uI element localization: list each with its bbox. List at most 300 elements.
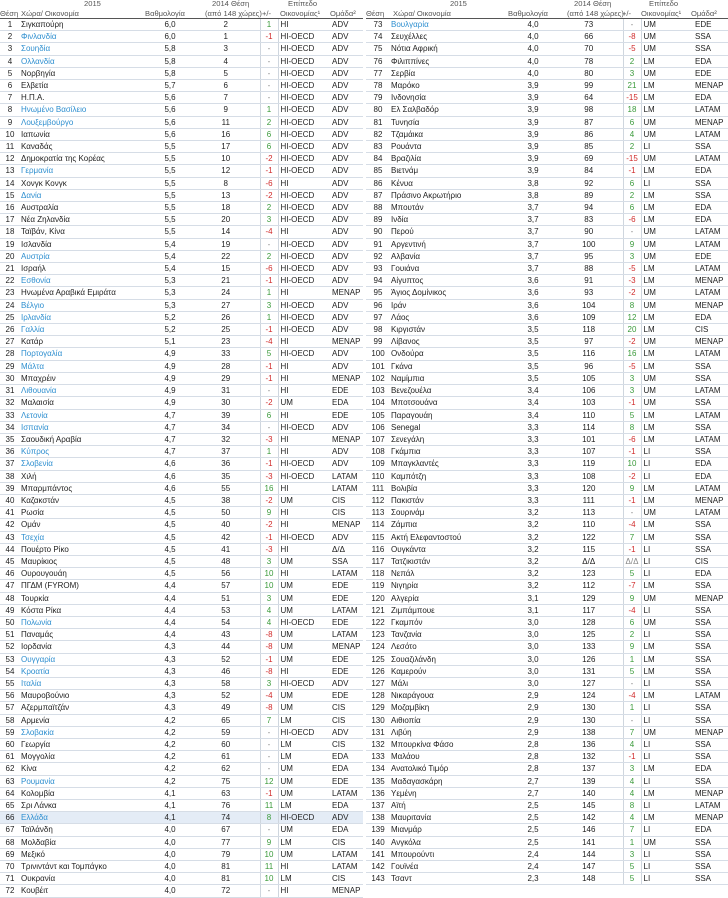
score-cell: 2,7 (511, 775, 555, 787)
prev-rank-cell: 98 (555, 104, 623, 116)
score-cell: 2,8 (511, 751, 555, 763)
table-row (0, 189, 363, 201)
score-cell: 5,8 (148, 55, 192, 67)
score-cell: 3,5 (511, 324, 555, 336)
country-cell: Μαλαισία (20, 397, 148, 409)
group-cell: LATAM (693, 800, 728, 812)
table-row (366, 531, 728, 543)
change-cell: 2 (260, 202, 278, 214)
level-cell: HI (278, 543, 330, 555)
rank-cell: 58 (0, 714, 20, 726)
level-cell: LM (641, 787, 693, 799)
rank-cell: 54 (0, 665, 20, 677)
level-cell: UM (641, 397, 693, 409)
prev-rank-cell: 16 (192, 128, 260, 140)
rank-cell: 112 (366, 494, 390, 506)
table-row (0, 238, 363, 250)
score-cell: 3,5 (511, 336, 555, 348)
group-cell: SSA (693, 543, 728, 555)
group-cell: ADV (330, 153, 363, 165)
score-cell: 4,2 (148, 775, 192, 787)
group-cell: ADV (330, 80, 363, 92)
rank-header: Θέση (366, 9, 385, 18)
prev-rank-cell: 20 (192, 214, 260, 226)
prev-rank-cell: 103 (555, 397, 623, 409)
change-cell: 10 (260, 873, 278, 885)
level-cell: LM (278, 751, 330, 763)
level-cell: LM (641, 433, 693, 445)
prev-rank-cell: 92 (555, 177, 623, 189)
rank-cell: 63 (0, 775, 20, 787)
change-cell: 12 (260, 775, 278, 787)
table-row (366, 629, 728, 641)
prev-rank-subheader: (από 148 χώρες) (205, 9, 262, 18)
prev-rank-cell: 78 (555, 55, 623, 67)
prev-rank-cell: 74 (192, 812, 260, 824)
group-cell: LATAM (693, 226, 728, 238)
group-cell: SSA (330, 555, 363, 567)
level-cell: HI-OECD (278, 116, 330, 128)
change-cell: -4 (623, 690, 641, 702)
country-cell: Ακτή Ελεφαντοστού (390, 531, 511, 543)
table-row (0, 519, 363, 531)
group-cell: SSA (693, 616, 728, 628)
prev-rank-cell: 112 (555, 580, 623, 592)
table-row (366, 873, 728, 885)
country-cell: Ρουμανία (20, 775, 148, 787)
level-cell: LI (641, 141, 693, 153)
level-cell: HI-OECD (278, 263, 330, 275)
rank-cell: 85 (366, 165, 390, 177)
change-cell: 8 (623, 299, 641, 311)
group-cell: Δ/Δ (330, 543, 363, 555)
change-cell: -4 (623, 604, 641, 616)
rank-cell: 31 (0, 385, 20, 397)
prev-rank-cell: 104 (555, 299, 623, 311)
prev-rank-cell: 12 (192, 165, 260, 177)
score-cell: 6,0 (148, 31, 192, 43)
country-cell: Παραγουάη (390, 409, 511, 421)
score-cell: 2,9 (511, 702, 555, 714)
prev-rank-cell: 64 (555, 92, 623, 104)
change-cell: 1 (260, 104, 278, 116)
rank-cell: 99 (366, 336, 390, 348)
group-cell: LATAM (693, 128, 728, 140)
country-cell: Βιετνάμ (390, 165, 511, 177)
country-cell: Ολλανδία (20, 55, 148, 67)
level-cell: LM (641, 653, 693, 665)
rank-cell: 37 (0, 458, 20, 470)
group-cell: CIS (693, 324, 728, 336)
country-cell: Πορτογαλία (20, 348, 148, 360)
table-row (366, 433, 728, 445)
level-cell: UM (641, 299, 693, 311)
change-cell: -1 (260, 360, 278, 372)
change-cell: 4 (260, 616, 278, 628)
group-cell: ADV (330, 311, 363, 323)
rank-cell: 93 (366, 263, 390, 275)
group-cell: LATAM (330, 482, 363, 494)
score-cell: 4,0 (511, 19, 555, 31)
table-row (366, 482, 728, 494)
group-cell: EDA (693, 458, 728, 470)
group-cell: SSA (693, 665, 728, 677)
group-cell: ADV (330, 421, 363, 433)
group-cell: ADV (330, 189, 363, 201)
change-cell: -3 (260, 433, 278, 445)
country-cell: Ινδονησία (390, 92, 511, 104)
group-cell: ADV (330, 202, 363, 214)
group-cell: SSA (693, 775, 728, 787)
table-row (366, 324, 728, 336)
table-row (366, 263, 728, 275)
prev-rank-cell: 2 (192, 19, 260, 31)
country-cell: Βενεζουέλα (390, 385, 511, 397)
prev-rank-cell: 36 (192, 458, 260, 470)
score-cell: 3,0 (511, 641, 555, 653)
score-cell: 2,4 (511, 861, 555, 873)
rank-cell: 96 (366, 299, 390, 311)
score-cell: 4,4 (148, 580, 192, 592)
country-cell: Ταϊβάν, Κίνα (20, 226, 148, 238)
table-row (0, 446, 363, 458)
prev-rank-cell: 14 (192, 226, 260, 238)
score-cell: 5,2 (148, 311, 192, 323)
change-cell: - (623, 507, 641, 519)
level-cell: HI (278, 568, 330, 580)
group-cell: ADV (330, 31, 363, 43)
prev-rank-cell: 107 (555, 446, 623, 458)
table-row (0, 775, 363, 787)
group-cell: SSA (693, 738, 728, 750)
level-cell: LI (641, 714, 693, 726)
change-cell: -2 (260, 519, 278, 531)
prev-rank-cell: 22 (192, 250, 260, 262)
table-row (0, 629, 363, 641)
table-row (366, 153, 728, 165)
level-cell: LM (641, 580, 693, 592)
score-cell: 3,5 (511, 348, 555, 360)
country-cell: Τρινιντάντ και Τομπάγκο (20, 861, 148, 873)
prev-rank-cell: 8 (192, 177, 260, 189)
rank-cell: 21 (0, 263, 20, 275)
table-row (0, 275, 363, 287)
level-cell: UM (278, 592, 330, 604)
country-cell: Ισπανία (20, 421, 148, 433)
rank-cell: 100 (366, 348, 390, 360)
rank-cell: 95 (366, 287, 390, 299)
country-cell: Τανζανία (390, 629, 511, 641)
table-row (366, 360, 728, 372)
score-cell: 3,0 (511, 616, 555, 628)
table-row (366, 311, 728, 323)
rank-cell: 6 (0, 80, 20, 92)
score-cell: 3,3 (511, 494, 555, 506)
prev-rank-cell: Δ/Δ (555, 555, 623, 567)
level-cell: LI (641, 543, 693, 555)
country-cell: Νορβηγία (20, 67, 148, 79)
country-cell: Αλγερία (390, 592, 511, 604)
prev-rank-cell: 46 (192, 665, 260, 677)
table-row (0, 19, 363, 31)
score-cell: 4,0 (511, 55, 555, 67)
table-row (366, 519, 728, 531)
change-cell: 2 (260, 250, 278, 262)
score-cell: 3,9 (511, 80, 555, 92)
table-row (0, 873, 363, 885)
country-cell: Σιγκαπούρη (20, 19, 148, 31)
table-row (0, 311, 363, 323)
table-row (0, 397, 363, 409)
level-cell: UM (278, 604, 330, 616)
score-cell: 3,2 (511, 519, 555, 531)
rank-cell: 75 (366, 43, 390, 55)
rank-cell: 23 (0, 287, 20, 299)
rank-cell: 42 (0, 519, 20, 531)
level-cell: UM (641, 507, 693, 519)
prev-rank-cell: 6 (192, 80, 260, 92)
score-cell: 5,8 (148, 67, 192, 79)
score-cell: 3,4 (511, 385, 555, 397)
score-cell: 4,0 (511, 43, 555, 55)
prev-rank-cell: 85 (555, 141, 623, 153)
table-row (366, 604, 728, 616)
change-cell: 2 (623, 141, 641, 153)
prev-rank-cell: 124 (555, 690, 623, 702)
change-cell: 2 (260, 116, 278, 128)
score-cell: 4,2 (148, 751, 192, 763)
level-cell: LI (641, 873, 693, 885)
level-cell: LM (641, 104, 693, 116)
country-cell: Ζιμπάμπουε (390, 604, 511, 616)
country-cell: Υεμένη (390, 787, 511, 799)
change-cell: 8 (260, 812, 278, 824)
prev-rank-cell: 108 (555, 470, 623, 482)
level-subheader: Οικονομίας¹ (280, 9, 321, 18)
table-row (366, 665, 728, 677)
change-cell: 1 (260, 311, 278, 323)
level-cell: HI-OECD (278, 104, 330, 116)
prev-rank-cell: 88 (555, 263, 623, 275)
score-cell: 4,0 (148, 873, 192, 885)
prev-rank-cell: 35 (192, 470, 260, 482)
group-cell: SSA (693, 604, 728, 616)
rank-cell: 28 (0, 348, 20, 360)
prev-rank-cell: 29 (192, 372, 260, 384)
country-cell: Κόστα Ρίκα (20, 604, 148, 616)
score-cell: 3,6 (511, 287, 555, 299)
group-cell: EDE (330, 616, 363, 628)
table-row (0, 458, 363, 470)
level-cell: LM (641, 641, 693, 653)
rank-cell: 122 (366, 616, 390, 628)
year-label: 2015 (450, 0, 467, 8)
level-cell: LM (278, 873, 330, 885)
rank-cell: 66 (0, 812, 20, 824)
table-row (0, 360, 363, 372)
score-cell: 3,0 (511, 653, 555, 665)
country-cell: Βραζιλία (390, 153, 511, 165)
level-cell: HI (278, 19, 330, 31)
level-cell: LM (641, 421, 693, 433)
change-cell: 8 (623, 421, 641, 433)
rank-cell: 97 (366, 311, 390, 323)
change-cell: -5 (623, 360, 641, 372)
level-cell: UM (278, 641, 330, 653)
score-cell: 4,3 (148, 665, 192, 677)
group-cell: ADV (330, 446, 363, 458)
table-row (366, 763, 728, 775)
right-table-body (366, 19, 728, 885)
country-cell: Μπουτάν (390, 202, 511, 214)
rank-cell: 140 (366, 836, 390, 848)
group-cell: MENAP (693, 812, 728, 824)
change-cell: 3 (260, 299, 278, 311)
change-cell: 3 (623, 763, 641, 775)
group-cell: EDA (693, 214, 728, 226)
table-row (366, 726, 728, 738)
level-header: Επίπεδο (288, 0, 318, 8)
change-cell: -4 (260, 226, 278, 238)
rank-cell: 3 (0, 43, 20, 55)
level-cell: HI-OECD (278, 128, 330, 140)
table-row (366, 738, 728, 750)
score-cell: 3,0 (511, 665, 555, 677)
level-cell: LI (641, 775, 693, 787)
table-row (0, 165, 363, 177)
rank-cell: 109 (366, 458, 390, 470)
table-row (366, 824, 728, 836)
change-cell: 1 (623, 702, 641, 714)
rank-cell: 128 (366, 690, 390, 702)
change-cell: 2 (623, 629, 641, 641)
rank-cell: 81 (366, 116, 390, 128)
group-cell: ADV (330, 128, 363, 140)
level-cell: HI-OECD (278, 80, 330, 92)
country-cell: Κένυα (390, 177, 511, 189)
group-cell: LATAM (693, 238, 728, 250)
level-cell: LM (278, 738, 330, 750)
rank-cell: 44 (0, 543, 20, 555)
prev-rank-cell: 148 (555, 873, 623, 885)
level-cell: UM (641, 385, 693, 397)
country-cell: Μοζαμβίκη (390, 702, 511, 714)
prev-rank-cell: 87 (555, 116, 623, 128)
change-cell: 6 (623, 202, 641, 214)
change-cell: -15 (623, 153, 641, 165)
country-cell: Μπαχρέιν (20, 372, 148, 384)
group-cell: ADV (330, 92, 363, 104)
score-cell: 5,5 (148, 141, 192, 153)
table-row (366, 714, 728, 726)
score-cell: 4,0 (148, 824, 192, 836)
change-cell: -1 (260, 653, 278, 665)
prev-rank-cell: 37 (192, 446, 260, 458)
level-cell: HI-OECD (278, 141, 330, 153)
change-header: +/- (262, 9, 272, 18)
prev-rank-cell: 126 (555, 653, 623, 665)
prev-rank-cell: 19 (192, 238, 260, 250)
table-row (366, 458, 728, 470)
rank-cell: 132 (366, 738, 390, 750)
country-cell: Σλοβακία (20, 726, 148, 738)
rank-cell: 105 (366, 409, 390, 421)
change-cell: - (260, 751, 278, 763)
score-cell: 4,9 (148, 360, 192, 372)
change-cell: 10 (260, 580, 278, 592)
score-cell: 5,4 (148, 263, 192, 275)
table-row (0, 885, 363, 897)
level-cell: LM (641, 275, 693, 287)
country-cell: Μογγολία (20, 751, 148, 763)
change-cell: -1 (623, 397, 641, 409)
table-row (0, 702, 363, 714)
change-cell: -2 (260, 189, 278, 201)
table-row (0, 202, 363, 214)
prev-rank-cell: 52 (192, 653, 260, 665)
prev-rank-cell: 131 (555, 665, 623, 677)
country-cell: Γουιάνα (390, 263, 511, 275)
change-cell: 10 (260, 568, 278, 580)
group-cell: MENAP (693, 787, 728, 799)
change-cell: 7 (623, 824, 641, 836)
level-cell: HI (278, 372, 330, 384)
score-cell: 3,2 (511, 555, 555, 567)
prev-rank-cell: 3 (192, 43, 260, 55)
country-cell: Πράσινο Ακρωτήριο (390, 189, 511, 201)
table-row (0, 824, 363, 836)
score-cell: 3,7 (511, 214, 555, 226)
rank-cell: 116 (366, 543, 390, 555)
change-cell: 4 (623, 128, 641, 140)
prev-rank-cell: 111 (555, 494, 623, 506)
rank-cell: 67 (0, 824, 20, 836)
group-cell: ADV (330, 360, 363, 372)
score-cell: 5,8 (148, 43, 192, 55)
country-cell: Νότια Αφρική (390, 43, 511, 55)
prev-rank-cell: 44 (192, 641, 260, 653)
change-cell: 3 (260, 214, 278, 226)
country-cell: Μαλάου (390, 751, 511, 763)
country-cell: Λετονία (20, 409, 148, 421)
country-cell: Σρι Λάνκα (20, 800, 148, 812)
change-cell: - (260, 92, 278, 104)
level-cell: UM (278, 763, 330, 775)
score-cell: 4,0 (148, 885, 192, 897)
change-cell: - (260, 80, 278, 92)
rank-cell: 8 (0, 104, 20, 116)
level-cell: HI-OECD (278, 202, 330, 214)
change-cell: - (260, 738, 278, 750)
country-cell: Νέα Ζηλανδία (20, 214, 148, 226)
level-cell: LM (641, 324, 693, 336)
level-cell: LM (641, 482, 693, 494)
table-row (0, 738, 363, 750)
score-cell: 5,5 (148, 153, 192, 165)
level-cell: HI (278, 446, 330, 458)
prev-rank-cell: 38 (192, 494, 260, 506)
group-header: Ομάδα² (330, 9, 356, 18)
prev-rank-cell: 77 (192, 836, 260, 848)
country-cell: Μπουρκίνα Φάσο (390, 738, 511, 750)
score-cell: 4,5 (148, 531, 192, 543)
change-cell: -3 (260, 543, 278, 555)
rank-cell: 57 (0, 702, 20, 714)
group-cell: LATAM (330, 861, 363, 873)
rank-cell: 139 (366, 824, 390, 836)
rank-cell: 101 (366, 360, 390, 372)
change-cell: 3 (260, 677, 278, 689)
